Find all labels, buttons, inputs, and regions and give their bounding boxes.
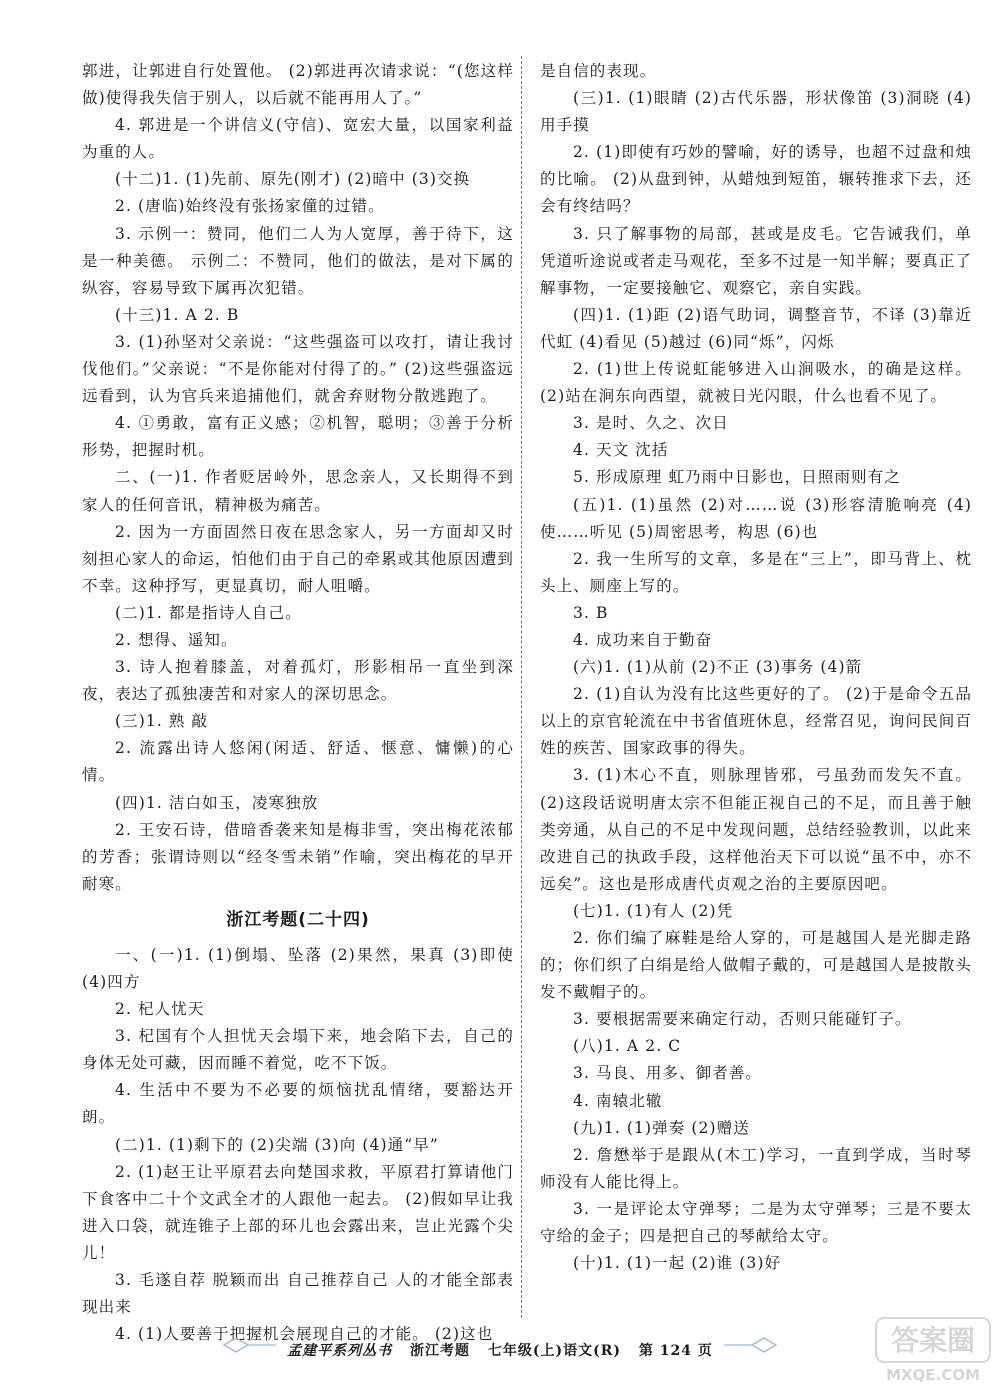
- footer-series: 孟建平系列丛书: [287, 1343, 393, 1359]
- answer-line: (十二)1. (1)先前、原先(刚才) (2)暗中 (3)交换: [115, 170, 471, 189]
- answer-line: 3. 是时、久之、次日: [573, 414, 729, 433]
- answer-line: (二)1. (1)剩下的 (2)尖端 (3)向 (4)通“早”: [115, 1135, 439, 1154]
- svg-text:MXQE.COM: MXQE.COM: [886, 1366, 980, 1384]
- answer-line: 3. 杞国有个人担忧天会塌下来，地会陷下去，自己的身体无处可藏，因而睡不着觉，吃不下饭。: [82, 1027, 514, 1073]
- footer-page-number: 第 124 页: [638, 1343, 713, 1359]
- left-column: [82, 58, 514, 1348]
- answer-line: (五)1. (1)虽然 (2)对……说 (3)形容清脆响亮 (4)使……听见 (5)周密思考，构思 (6)也: [540, 495, 972, 541]
- svg-text:答案圈: 答案圈: [890, 1324, 976, 1357]
- answer-line: (三)1. (1)眼睛 (2)古代乐器，形状像笛 (3)洞晓 (4)用手摸: [540, 89, 972, 135]
- answer-line: 二、(一)1. 作者贬居岭外，思念亲人，又长期得不到家人的任何音讯，精神极为痛苦。: [82, 468, 514, 514]
- answer-line: (三)1. 熟 敲: [115, 712, 209, 731]
- answer-line: 4. 郭进是一个讲信义(守信)、宽宏大量，以国家利益为重的人。: [82, 116, 514, 162]
- answer-line: 郭进，让郭进自行处置他。 (2)郭进再次请求说：“(您这样做)使得我失信于别人，以后就不能再用人了。”: [82, 62, 514, 108]
- answer-line: (四)1. 洁白如玉，凌寒独放: [115, 793, 319, 812]
- answer-line: 2. (1)即使有巧妙的譬喻，好的诱导，也超不过盘和烛的比喻。 (2)从盘到钟，从蜡烛到短笛，辗转推求下去，还会有终结吗？: [540, 143, 972, 216]
- section-heading: 浙江考题(二十四): [226, 909, 370, 930]
- right-answers: [540, 58, 972, 1277]
- answer-line: 2. 因为一方面固然日夜在思念家人，另一方面却又时刻担心家人的命运，怕他们由于自己的牵累或其他原因遭到不幸。这种抒写，更显真切，耐人咀嚼。: [82, 522, 514, 595]
- right-column: [540, 58, 972, 1277]
- answer-line: 一、(一)1. (1)倒塌、坠落 (2)果然，果真 (3)即使 (4)四方: [82, 945, 514, 991]
- answer-line: 2. 流露出诗人悠闲(闲适、舒适、惬意、慵懒)的心情。: [82, 739, 514, 785]
- answer-line: 3. (1)孙坚对父亲说：“这些强盗可以攻打，请让我讨伐他们。”父亲说：“不是你能对付得了的。” (2)这些强盗远远看到，认为官兵来追捕他们，就舍弃财物分散逃跑了。: [82, 332, 514, 406]
- answer-line: 2. (1)赵王让平原君去向楚国求救，平原君打算请他门下食客中二十个文武全才的人跟他一起去。 (2)假如早让我进入口袋，就连锥子上部的环儿也会露出来，岂止光露个尖儿！: [82, 1162, 514, 1262]
- answer-line: 2. (1)自认为没有比这些更好的了。 (2)于是命令五品以上的京官轮流在中书省值班休息，经常召见，询问民间百姓的疾苦、国家政事的得失。: [540, 685, 972, 758]
- left-answers: [82, 58, 514, 898]
- answer-line: 3. B: [573, 603, 609, 622]
- answer-line: 4. (1)人要善于把握机会展现自己的才能。 (2)这也: [115, 1325, 494, 1344]
- answer-line: 4. 天文 沈括: [573, 441, 669, 460]
- watermark-logo-icon: [874, 1316, 992, 1386]
- answer-line: (八)1. A 2. C: [573, 1037, 682, 1056]
- answer-line: 2. 王安石诗，借暗香袭来知是梅非雪，突出梅花浓郁的芳香；张谓诗则以“经冬雪未销”作喻，突出梅花的早开耐寒。: [82, 820, 514, 893]
- answer-line: 4. 南辕北辙: [573, 1091, 663, 1110]
- answer-line: 是自信的表现。: [540, 62, 657, 80]
- answer-line: (四)1. (1)距 (2)语气助词，调整音节，不译 (3)靠近 代虹 (4)看见 (5)越过 (6)同“烁”，闪烁: [540, 305, 972, 351]
- answer-line: 2. 杞人忧天: [115, 1000, 205, 1019]
- answer-line: 4. 生活中不要为不必要的烦恼扰乱情绪，要豁达开朗。: [82, 1081, 514, 1127]
- answer-line: 2. 你们编了麻鞋是给人穿的，可是越国人是光脚走路的；你们织了白绢是给人做帽子戴的，可是越国人是披散头发不戴帽子的。: [540, 929, 972, 1002]
- footer-right-ornament-icon: [722, 1334, 778, 1356]
- answer-line: 3. 诗人抱着膝盖，对着孤灯，形影相吊一直坐到深夜，表达了孤独凄苦和对家人的深切思念。: [82, 658, 514, 704]
- answer-line: 3. 一是评论太守弹琴；二是为太守弹琴；三是不要太守给的金子；四是把自己的琴献给太守。: [540, 1199, 972, 1246]
- answer-line: (九)1. (1)弹奏 (2)赠送: [573, 1118, 750, 1137]
- left-answers-2: [82, 942, 514, 1348]
- answer-line: 3. (1)木心不直，则脉理皆邪，弓虽劲而发矢不直。 (2)这段话说明唐太宗不但能正视自己的不足，而且善于触类旁通，从自己的不足中发现问题，总结经验教训，以此来改进自己的执政手段，这样他治天下可以说“虽不中，亦不远矣”。这也是形成唐代贞观之治的主要原因吧。: [540, 766, 972, 893]
- answer-line: 3. 毛遂自荐 脱颖而出 自己推荐自己 人的才能全部表现出来: [82, 1271, 514, 1317]
- answer-line: 2. 想得、遥知。: [115, 630, 238, 649]
- answer-line: 4. ①勇敢，富有正义感；②机智，聪明；③善于分析形势，把握时机。: [82, 414, 514, 460]
- answer-line: 3. 要根据需要来确定行动，否则只能碰钉子。: [573, 1010, 912, 1029]
- page-footer: [0, 1340, 1000, 1360]
- answer-line: (十三)1. A 2. B: [115, 305, 240, 324]
- answer-line: (七)1. (1)有人 (2)凭: [573, 901, 734, 920]
- answer-line: 2. (唐临)始终没有张扬家僮的过错。: [115, 197, 385, 216]
- answer-line: (六)1. (1)从前 (2)不正 (3)事务 (4)箭: [573, 658, 863, 677]
- footer-grade: 七年级(上)语文(R): [487, 1343, 622, 1359]
- answer-line: 2. 我一生所写的文章，多是在“三上”，即马背上、枕头上、厕座上写的。: [540, 549, 972, 595]
- footer-title: 浙江考题: [410, 1343, 470, 1359]
- answer-line: 2. (1)世上传说虹能够进入山涧吸水，的确是这样。 (2)站在涧东向西望，就被日光闪眼，什么也看不见了。: [540, 360, 972, 406]
- answer-line: 3. 示例一：赞同，他们二人为人宽厚，善于待下，这是一种美德。 示例二：不赞同，他们的做法，是对下属的纵容，容易导致下属再次犯错。: [82, 224, 514, 297]
- column-divider: [521, 56, 522, 1318]
- answer-line: 5. 形成原理 虹乃雨中日影也，日照雨则有之: [573, 468, 901, 487]
- answer-line: 4. 成功来自于勤奋: [573, 630, 713, 649]
- answer-line: 3. 只了解事物的局部，甚或是皮毛。它告诫我们，单凭道听途说或者走马观花，至多不过是一知半解；要真正了解事物，一定要接触它、观察它，亲自实践。: [540, 224, 972, 297]
- answer-line: (十)1. (1)一起 (2)谁 (3)好: [573, 1254, 782, 1273]
- answer-line: 3. 马良、用多、御者善。: [573, 1064, 763, 1083]
- answer-line: (二)1. 都是指诗人自己。: [115, 603, 302, 622]
- answer-line: 2. 詹懋举于是跟从(木工)学习，一直到学成，当时琴师没有人能比得上。: [540, 1145, 972, 1191]
